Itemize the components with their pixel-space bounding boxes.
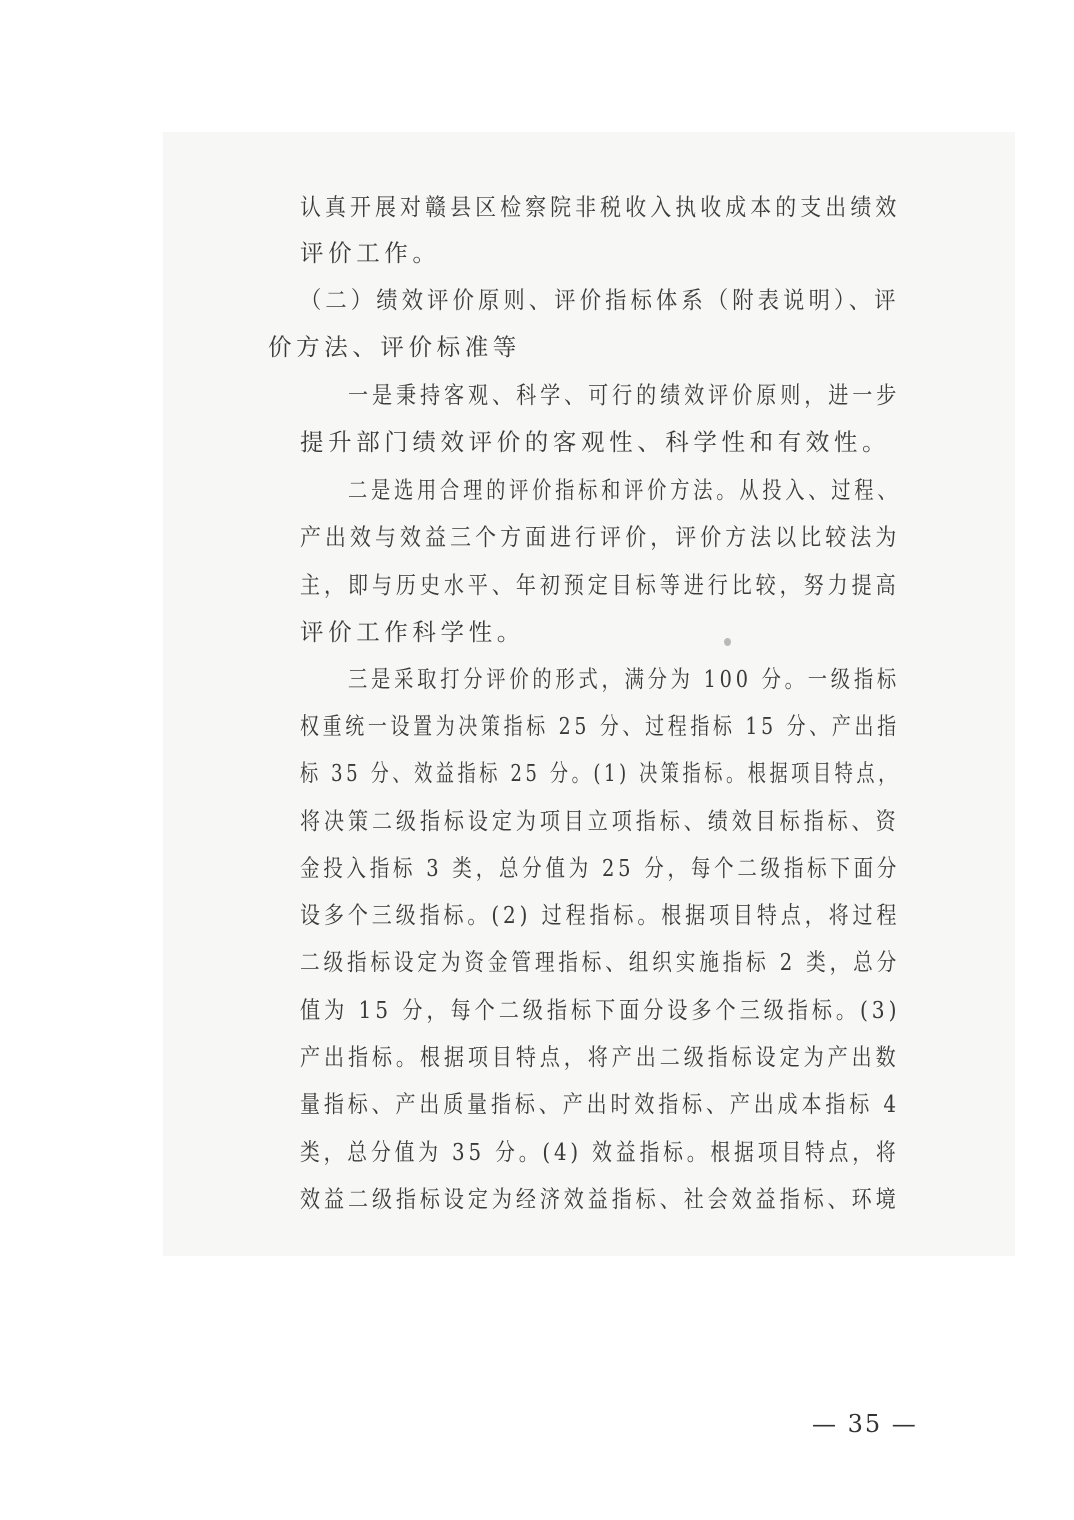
text-line: 评价工作。 [300, 239, 441, 267]
text-line: 标 35 分、效益指标 25 分。(1) 决策指标。根据项目特点， [300, 759, 900, 787]
text-line: 产出指标。根据项目特点，将产出二级指标设定为产出数 [300, 1043, 900, 1071]
text-line: 量指标、产出质量指标、产出时效指标、产出成本指标 4 [300, 1090, 901, 1118]
text-line: 效益二级指标设定为经济效益指标、社会效益指标、环境 [300, 1185, 900, 1213]
text-line: 提升部门绩效评价的客观性、科学性和有效性。 [300, 428, 891, 456]
text-line: 评价工作科学性。 [300, 618, 525, 646]
section-heading-line: （二）绩效评价原则、评价指标体系（附表说明）、评 [300, 286, 900, 314]
text-line: 值为 15 分，每个二级指标下面分设多个三级指标。(3) [300, 996, 901, 1024]
text-line: 产出效与效益三个方面进行评价，评价方法以比较法为 [300, 523, 901, 551]
paragraph-first-line: 三是采取打分评价的形式，满分为 100 分。一级指标 [348, 665, 900, 693]
text-line: 将决策二级指标设定为项目立项指标、绩效目标指标、资 [300, 807, 900, 835]
text-line: 主，即与历史水平、年初预定目标等进行比较，努力提高 [300, 571, 900, 599]
paragraph-first-line: 一是秉持客观、科学、可行的绩效评价原则，进一步 [348, 381, 901, 409]
text-line: 金投入指标 3 类，总分值为 25 分，每个二级指标下面分 [300, 854, 901, 882]
text-line: 设多个三级指标。(2) 过程指标。根据项目特点，将过程 [300, 901, 901, 929]
page-number: — 35 — [812, 1410, 918, 1438]
text-line: 二级指标设定为资金管理指标、组织实施指标 2 类，总分 [300, 948, 901, 976]
scan-speck [724, 638, 731, 646]
text-line: 权重统一设置为决策指标 25 分、过程指标 15 分、产出指 [300, 712, 900, 740]
paragraph-first-line: 二是选用合理的评价指标和评价方法。从投入、过程、 [348, 476, 901, 504]
text-line: 认真开展对赣县区检察院非税收入执收成本的支出绩效 [300, 193, 901, 221]
section-heading-line: 价方法、评价标准等 [268, 333, 521, 361]
text-line: 类，总分值为 35 分。(4) 效益指标。根据项目特点，将 [300, 1138, 900, 1166]
